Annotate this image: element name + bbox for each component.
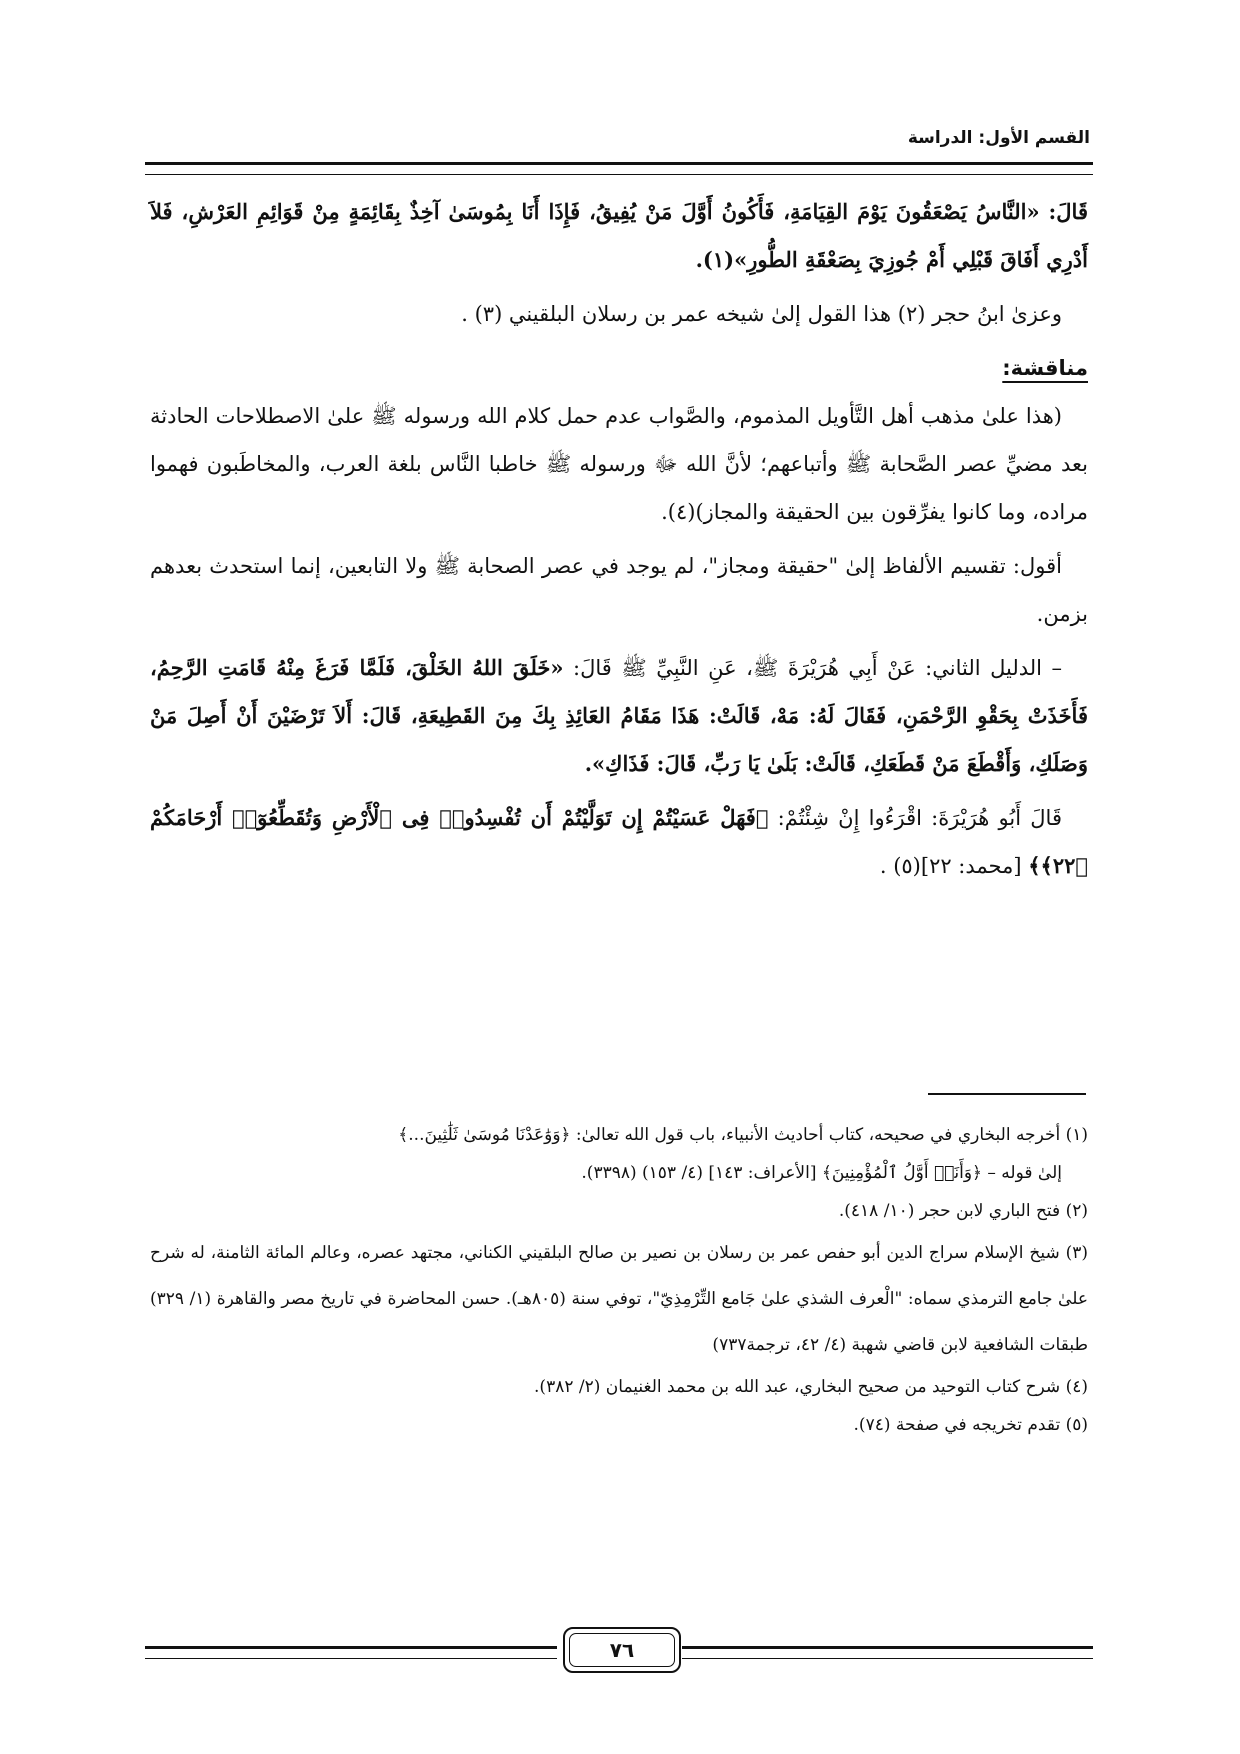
footer-rule-left bbox=[145, 1646, 557, 1659]
footnotes bbox=[150, 1116, 1088, 1444]
quran-verse: ﴿فَهَلْ عَسَيْتُمْ إِن تَوَلَّيْتُمْ أَن تُفْسِدُوا۟ فِى ٱلْأَرْضِ وَتُقَطِّعُوٓا۟ أَرْحَامَكُمْ ﴿٢٢﴾﴾ bbox=[150, 805, 1088, 878]
paragraph-verse bbox=[150, 794, 1088, 890]
verse-intro: قَالَ أَبُو هُرَيْرَةَ: اقْرَءُوا إِنْ شِئْتُمْ: bbox=[768, 806, 1062, 830]
running-header: القسم الأول: الدراسة bbox=[907, 128, 1090, 148]
hadith-quote: قَالَ: «النَّاسُ يَصْعَقُونَ يَوْمَ القِيَامَةِ، فَأَكُونُ أَوَّلَ مَنْ يُفِيقُ، فَإِذَا أَنَا بِمُوسَىٰ آخِذٌ بِقَائِمَةٍ مِنْ قَوَائِمِ العَرْشِ، فَلاَ أَدْرِي أَفَاقَ قَبْلِي أَمْ جُوزِيَ بِصَعْقَةِ الطُّورِ»(١). bbox=[150, 199, 1088, 272]
second-evidence-hadith: «خَلَقَ اللهُ الخَلْقَ، فَلَمَّا فَرَغَ مِنْهُ قَامَتِ الرَّحِمُ، فَأَخَذَتْ بِحَقْوِ الرَّحْمَنِ، فَقَالَ لَهُ: مَهْ، قَالَتْ: هَذَا مَقَامُ العَائِذِ بِكَ مِنَ القَطِيعَةِ، قَالَ: أَلاَ تَرْضَيْنَ أَنْ أَصِلَ مَنْ وَصَلَكِ، وَأَقْطَعَ مَنْ قَطَعَكِ، قَالَتْ: بَلَىٰ يَا رَبِّ، قَالَ: فَذَاكِ». bbox=[150, 655, 1088, 776]
paragraph-author-note: أقول: تقسيم الألفاظ إلىٰ "حقيقة ومجاز"، لم يوجد في عصر الصحابة ﷺ ولا التابعين، إنما استحدث بعدهم بزمن. bbox=[150, 554, 1088, 626]
page-number-text: ٧٦ bbox=[609, 1638, 635, 1662]
footnote-2: (٢) فتح الباري لابن حجر (١٠/ ٤١٨). bbox=[838, 1201, 1088, 1221]
footnote-3: (٣) شيخ الإسلام سراج الدين أبو حفص عمر بن رسلان بن نصير بن صالح البلقيني الكناني، مجتهد عصره، وعالم المائة الثامنة، له شرح علىٰ جامع الترمذي سماه: "الْعرف الشذي علىٰ جَامع التِّرْمِذِيّ"، توفي سنة (٨٠٥هـ). حسن المحاضرة في تاريخ مصر والقاهرة (١/ ٣٢٩) طبقات الشافعية لابن قاضي شهبة (٤/ ٤٢، ترجمة٧٣٧) bbox=[150, 1243, 1088, 1355]
second-evidence-intro: – الدليل الثاني: عَنْ أَبِي هُرَيْرَةَ ﷺ، عَنِ النَّبِيِّ ﷺ قَالَ: bbox=[563, 656, 1062, 680]
main-text bbox=[150, 188, 1088, 896]
header-rule bbox=[145, 162, 1093, 175]
footnote-separator bbox=[928, 1093, 1086, 1095]
footer-rule-right bbox=[682, 1646, 1093, 1659]
footnote-1-line-2: إلىٰ قوله – ﴿وَأَنَا۠ أَوَّلُ ٱلْمُؤْمِنِينَ﴾ [الأعراف: ١٤٣] (٤/ ١٥٣) (٣٣٩٨). bbox=[581, 1163, 1062, 1183]
verse-reference: [محمد: ٢٢](٥) . bbox=[879, 854, 1029, 878]
paragraph-second-evidence bbox=[150, 644, 1088, 788]
footnote-4: (٤) شرح كتاب التوحيد من صحيح البخاري، عبد الله بن محمد الغنيمان (٢/ ٣٨٢). bbox=[534, 1377, 1088, 1397]
footnote-5: (٥) تقدم تخريجه في صفحة (٧٤). bbox=[853, 1415, 1088, 1435]
page-number bbox=[563, 1627, 681, 1673]
section-heading: مناقشة: bbox=[1002, 356, 1088, 380]
paragraph-discussion: (هذا علىٰ مذهب أهل التَّأويل المذموم، والصَّواب عدم حمل كلام الله ورسوله ﷺ علىٰ الاصطلاحات الحادثة بعد مضيِّ عصر الصَّحابة ﷺ وأتباعهم؛ لأنَّ الله ﷻ ورسوله ﷺ خاطبا النَّاس بلغة العرب، والمخاطَبون فهموا مراده، وما كانوا يفرِّقون بين الحقيقة والمجاز)(٤). bbox=[150, 404, 1088, 524]
paragraph-attribution: وعزىٰ ابنُ حجر (٢) هذا القول إلىٰ شيخه عمر بن رسلان البلقيني (٣) . bbox=[461, 302, 1062, 326]
footnote-1-line-1: (١) أخرجه البخاري في صحيحه، كتاب أحاديث الأنبياء، باب قول الله تعالىٰ: ﴿وَوَٰعَدْنَا مُوسَىٰ ثَلَٰثِينَ...﴾ bbox=[398, 1125, 1088, 1145]
